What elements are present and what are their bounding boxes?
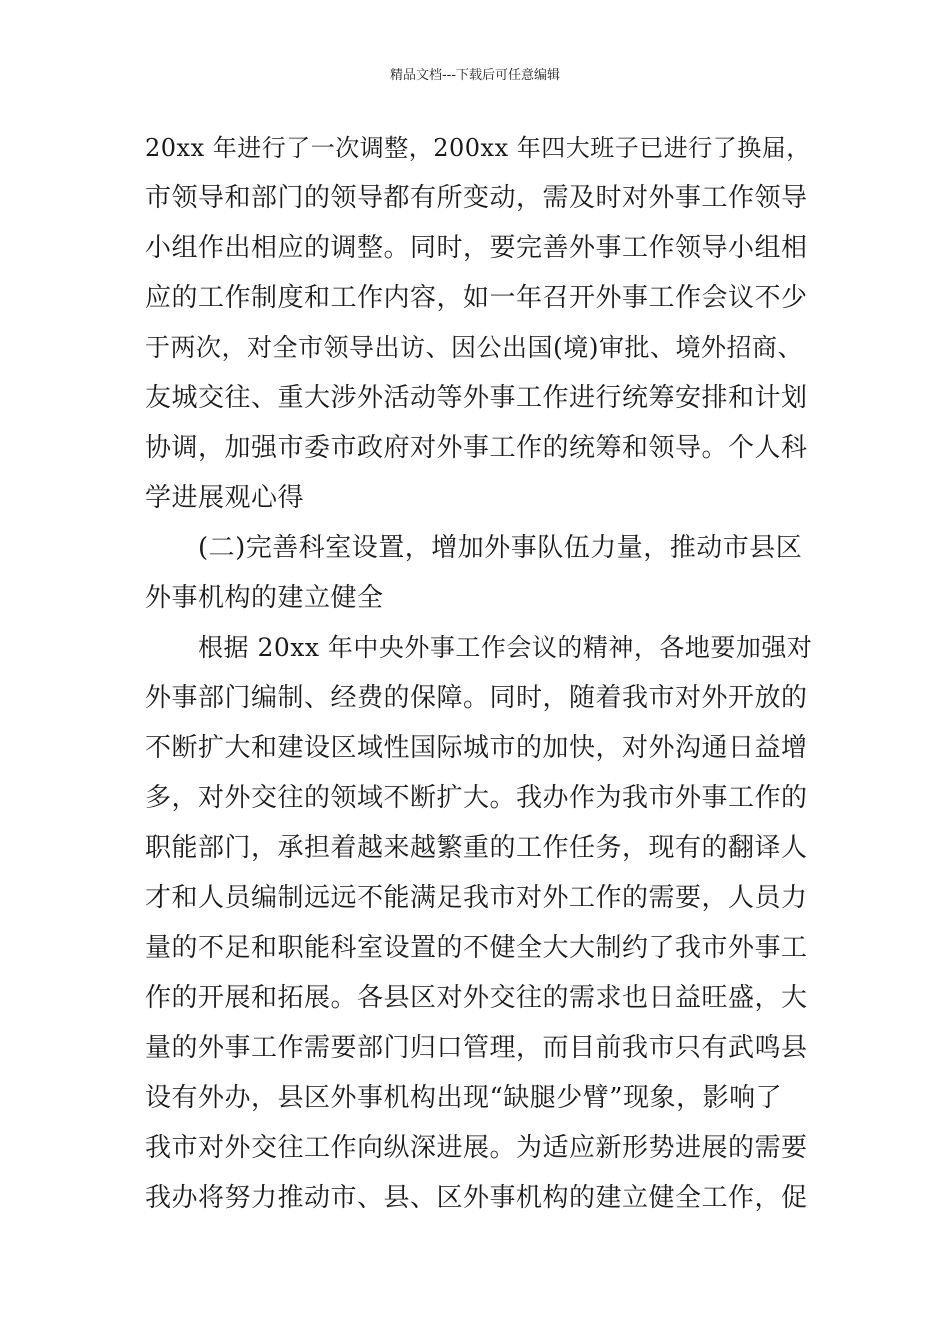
text-line: 多，对外交往的领域不断扩大。我办作为我市外事工作的 [145, 783, 808, 813]
text-line: 不断扩大和建设区域性国际城市的加快，对外沟通日益增 [145, 733, 808, 763]
text-line: 才和人员编制远远不能满足我市对外工作的需要，人员力 [145, 883, 808, 913]
text-line: 职能部门，承担着越来越繁重的工作任务，现有的翻译人 [145, 833, 808, 863]
text-line: 量的不足和职能科室设置的不健全大大制约了我市外事工 [145, 933, 808, 963]
text-line: 应的工作制度和工作内容，如一年召开外事工作会议不少 [145, 283, 808, 313]
text-line: 量的外事工作需要部门归口管理，而目前我市只有武鸣县 [145, 1033, 808, 1063]
text-line: 协调，加强市委市政府对外事工作的统筹和领导。个人科 [145, 433, 808, 463]
text-line: 市领导和部门的领导都有所变动，需及时对外事工作领导 [145, 183, 808, 213]
text-line: 于两次，对全市领导出访、因公出国(境)审批、境外招商、 [145, 333, 804, 362]
text-line: 20xx 年进行了一次调整，200xx 年四大班子已进行了换届， [145, 134, 811, 162]
document-body [145, 123, 815, 1223]
text-line: 学进展观心得 [145, 483, 305, 513]
text-line: 友城交往、重大涉外活动等外事工作进行统筹安排和计划 [145, 383, 808, 413]
text-line: 设有外办，县区外事机构出现“缺腿少臂”现象，影响了 [145, 1083, 783, 1113]
text-line: 我市对外交往工作向纵深进展。为适应新形势进展的需要 [145, 1133, 808, 1163]
text-line: 小组作出相应的调整。同时，要完善外事工作领导小组相 [145, 233, 808, 263]
text-line: 根据 20xx 年中央外事工作会议的精神，各地要加强对 [198, 633, 813, 662]
page-header-watermark: 精品文档---下载后可任意编辑 [389, 68, 561, 83]
text-line: 外事部门编制、经费的保障。同时，随着我市对外开放的 [145, 683, 808, 713]
text-line: (二)完善科室设置，增加外事队伍力量，推动市县区 [198, 533, 803, 563]
text-line: 作的开展和拓展。各县区对外交往的需求也日益旺盛，大 [145, 983, 808, 1013]
text-line: 外事机构的建立健全 [145, 583, 384, 613]
text-line: 我办将努力推动市、县、区外事机构的建立健全工作，促 [145, 1183, 808, 1213]
